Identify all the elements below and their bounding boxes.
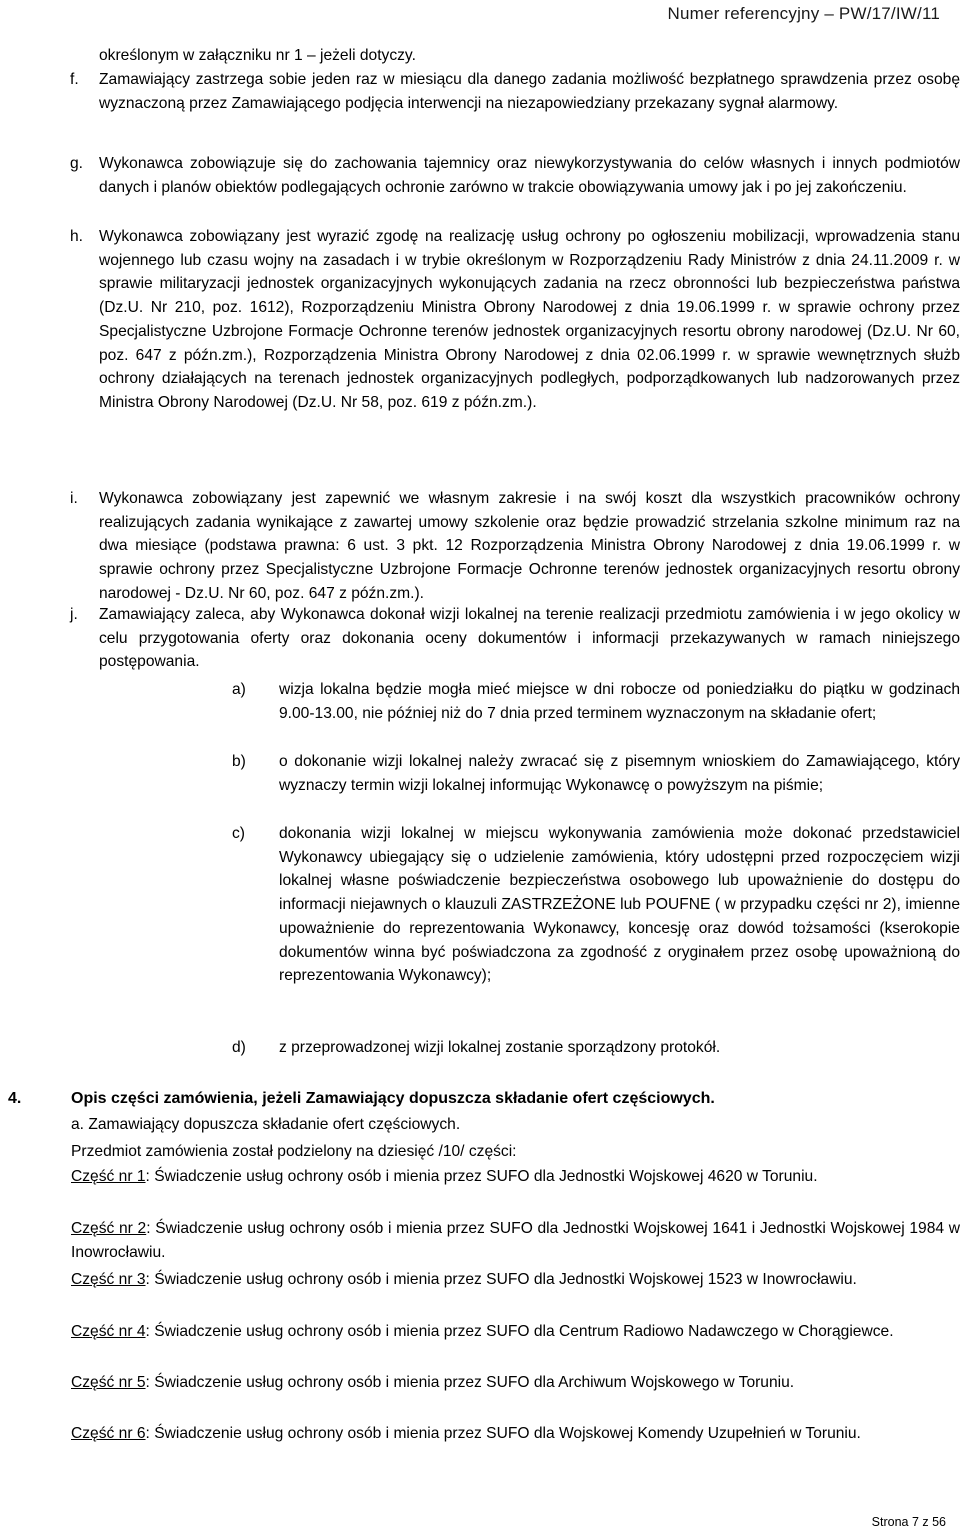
item-label-i: i. <box>70 490 78 507</box>
part-label: Część nr 3 <box>71 1271 146 1288</box>
part-4 <box>71 1320 960 1344</box>
subitem-text-d: z przeprowadzonej wizji lokalnej zostanie sporządzony protokół. <box>279 1039 721 1056</box>
part-5 <box>71 1371 960 1395</box>
item-text-f: Zamawiający zastrzega sobie jeden raz w miesiącu dla danego zadania możliwość bezpłatnego sprawdzenia przez osobę wyznaczoną przez Zamawiającego podjęcia interwencji na niezapowiedziany przekazany sygnał alarmowy. <box>99 71 960 112</box>
part-text: : Świadczenie usług ochrony osób i mienia przez SUFO dla Centrum Radiowo Nadawczego w Chorągiewce. <box>145 1323 894 1340</box>
section-intro: Przedmiot zamówienia został podzielony na dziesięć /10/ części: <box>71 1143 517 1160</box>
item-text-i: Wykonawca zobowiązany jest zapewnić we własnym zakresie i na swój koszt dla wszystkich pracowników ochrony realizujących zadania wynikające z zawartej umowy szkolenie oraz będzie prowadzić strzelania szkolne minimum raz na dwa miesiące (podstawa prawna: 6 ust. 3 pkt. 12 Rozporządzenia Ministra Obrony Narodowej z dnia 19.06.1999 r. w sprawie ochrony przez Specjalistyczne Uzbrojone Formacje Ochronne terenów jednostek organizacyjnych resortu obrony narodowej - Dz.U. Nr 60, poz. 647 z późn.zm.). <box>99 490 960 602</box>
part-label: Część nr 5 <box>71 1374 146 1391</box>
part-label: Część nr 4 <box>71 1323 146 1340</box>
subitem-label-c: c) <box>232 825 245 842</box>
part-text: : Świadczenie usług ochrony osób i mienia przez SUFO dla Wojskowej Komendy Uzupełnień w Toruniu. <box>145 1425 861 1442</box>
intro-line: określonym w załączniku nr 1 – jeżeli dotyczy. <box>99 47 416 64</box>
subitem-text-b: o dokonanie wizji lokalnej należy zwracać się z pisemnym wnioskiem do Zamawiającego, który wyznaczy termin wizji lokalnej informując Wykonawcę o powyższym na piśmie; <box>279 753 960 794</box>
part-text: : Świadczenie usług ochrony osób i mienia przez SUFO dla Jednostki Wojskowej 4620 w Toruniu. <box>145 1168 818 1185</box>
item-label-j: j. <box>70 606 78 623</box>
part-label: Część nr 6 <box>71 1425 146 1442</box>
section-number: 4. <box>8 1090 22 1107</box>
reference-number: Numer referencyjny – PW/17/IW/11 <box>667 4 940 23</box>
subitem-label-a: a) <box>232 681 246 698</box>
part-text: : Świadczenie usług ochrony osób i mienia przez SUFO dla Jednostki Wojskowej 1641 i Jednostki Wojskowej 1984 w Inowrocławiu. <box>71 1220 960 1261</box>
section-note: a. Zamawiający dopuszcza składanie ofert częściowych. <box>71 1116 461 1133</box>
item-text-j: Zamawiający zaleca, aby Wykonawca dokonał wizji lokalnej na terenie realizacji przedmiotu zamówienia i w jego okolicy w celu przygotowania oferty oraz dokonania oceny dokumentów i informacji przekazywanych w ramach niniejszego postępowania. <box>99 606 960 671</box>
part-6 <box>71 1422 960 1446</box>
subitem-text-c: dokonania wizji lokalnej w miejscu wykonywania zamówienia może dokonać przedstawiciel Wykonawcy ubiegający się o udzielenie zamówienia, który udostępni przed rozpoczęciem wizji lokalnej własne poświadczenie bezpieczeństwa osobowego lub upoważnienie do dostępu do informacji niejawnych o klauzuli ZASTRZEŻONE lub POUFNE ( w przypadku części nr 2), imienne upoważnienie do reprezentowania Wykonawcy, koncesję oraz dowód tożsamości (kserokopie dokumentów winna być poświadczona za zgodność z oryginałem przez osobę upoważnioną do reprezentowania Wykonawcy); <box>279 825 960 985</box>
part-label: Część nr 1 <box>71 1168 146 1185</box>
item-text-g: Wykonawca zobowiązuje się do zachowania tajemnicy oraz niewykorzystywania do celów własnych i innych podmiotów danych i planów obiektów podlegających ochronie zarówno w trakcie obowiązywania umowy jak i po jej zakończeniu. <box>99 155 960 196</box>
part-label: Część nr 2 <box>71 1220 147 1237</box>
item-label-f: f. <box>70 71 79 88</box>
subitem-label-b: b) <box>232 753 246 770</box>
part-2 <box>71 1217 960 1264</box>
part-3 <box>71 1268 960 1292</box>
section-title: Opis części zamówienia, jeżeli Zamawiający dopuszcza składanie ofert częściowych. <box>71 1090 715 1107</box>
subitem-text-a: wizja lokalna będzie mogła mieć miejsce w dni robocze od poniedziałku do piątku w godzinach 9.00-13.00, nie później niż do 7 dnia przed terminem wyznaczonym na składanie ofert; <box>279 681 960 722</box>
item-label-g: g. <box>70 155 84 172</box>
part-text: : Świadczenie usług ochrony osób i mienia przez SUFO dla Archiwum Wojskowego w Toruniu. <box>145 1374 795 1391</box>
page-number: Strona 7 z 56 <box>871 1515 946 1529</box>
item-label-h: h. <box>70 228 84 245</box>
part-1 <box>71 1165 960 1189</box>
part-text: : Świadczenie usług ochrony osób i mienia przez SUFO dla Jednostki Wojskowej 1523 w Inowrocławiu. <box>145 1271 857 1288</box>
subitem-label-d: d) <box>232 1039 246 1056</box>
item-text-h: Wykonawca zobowiązany jest wyrazić zgodę na realizację usług ochrony po ogłoszeniu mobilizacji, wprowadzenia stanu wojennego lub czasu wojny na zasadach i w trybie określonym w Rozporządzeniu Rady Ministrów z dnia 24.11.2009 r. w sprawie militaryzacji jednostek organizacyjnych wykonujących zadania na rzecz obronności lub bezpieczeństwa państwa (Dz.U. Nr 210, poz. 1612), Rozporządzeniu Ministra Obrony Narodowej z dnia 19.06.1999 r. w sprawie ochrony przez Specjalistyczne Uzbrojone Formacje Ochronne terenów jednostek organizacyjnych resortu obrony narodowej (Dz.U. Nr 60, poz. 647 z późn.zm.), Rozporządzenia Ministra Obrony Narodowej z dnia 02.06.1999 r. w sprawie wewnętrznych służb ochrony działających na terenach jednostek organizacyjnych podległych, podporządkowanych lub nadzorowanych przez Ministra Obrony Narodowej (Dz.U. Nr 58, poz. 619 z późn.zm.). <box>99 228 960 411</box>
